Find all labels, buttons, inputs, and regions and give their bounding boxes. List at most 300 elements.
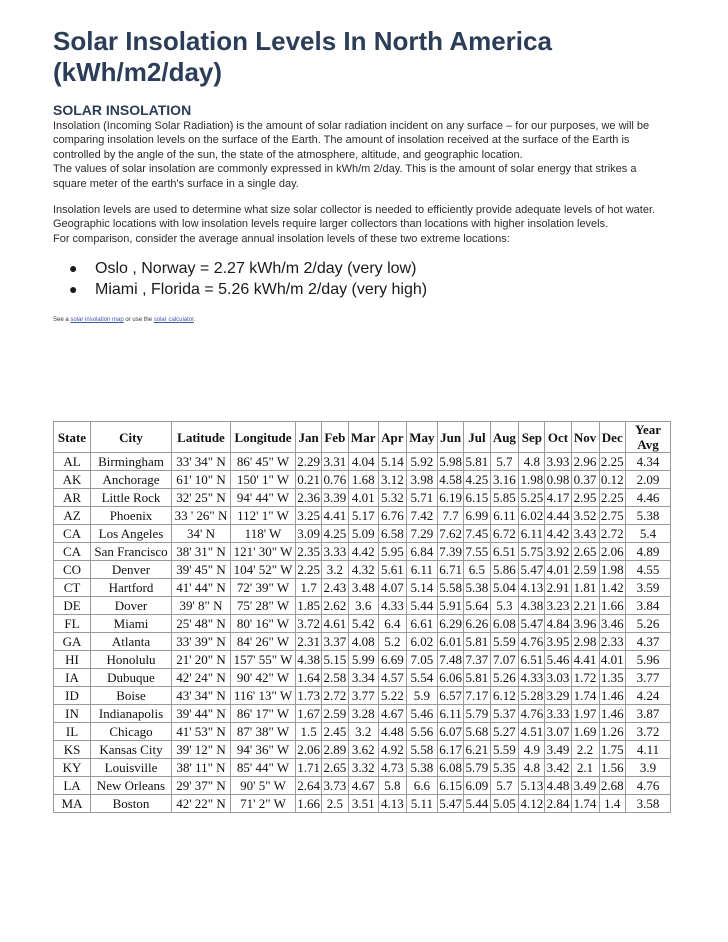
cell-apr: 6.76 (378, 507, 406, 525)
cell-jul: 7.17 (465, 688, 489, 703)
cell-apr: 4.33 (378, 597, 406, 615)
cell-may: 5.38 (406, 759, 437, 777)
cell-year-avg: 4.55 (626, 561, 671, 579)
cell-sep: 4.12 (520, 796, 544, 811)
cell-feb: 2.65 (323, 760, 347, 775)
section-heading: SOLAR INSOLATION (53, 102, 192, 118)
insolation-table (53, 421, 671, 813)
cell-state: IL (54, 723, 91, 741)
cell-aug: 6.08 (490, 615, 519, 633)
cell-year-avg: 5.4 (626, 525, 671, 543)
cell-dec: 1.98 (600, 562, 624, 577)
cell-year-avg: 3.87 (626, 705, 671, 723)
cell-latitude: 42' 24" N (172, 669, 231, 687)
note-prefix: See a (53, 317, 71, 324)
cell-feb: 3.31 (323, 454, 347, 469)
cell-may: 5.92 (406, 453, 437, 471)
cell-year-avg: 4.11 (626, 741, 671, 759)
cell-year-avg: 3.59 (626, 579, 671, 597)
cell-may: 5.9 (406, 687, 437, 705)
cell-jul: 7.37 (465, 652, 489, 667)
column-header-feb: Feb (322, 422, 348, 453)
cell-latitude: 39' 8" N (172, 597, 231, 615)
column-header-nov: Nov (571, 422, 599, 453)
cell-aug: 5.04 (490, 579, 519, 597)
cell-oct: 0.98 (546, 472, 570, 487)
document-page (53, 0, 663, 324)
cell-jul: 5.79 (465, 706, 489, 721)
cell-aug: 5.3 (490, 597, 519, 615)
cell-nov: 2.2 (571, 741, 599, 759)
cell-longitude: 121' 30" W (231, 543, 296, 561)
cell-city: Los Angeles (91, 525, 172, 543)
cell-may: 6.6 (406, 777, 437, 795)
cell-apr: 4.92 (378, 741, 406, 759)
cell-jun: 5.91 (439, 598, 463, 613)
cell-nov: 3.49 (571, 777, 599, 795)
cell-latitude: 33' 34" N (172, 453, 231, 471)
cell-oct: 4.42 (546, 526, 570, 541)
cell-dec: 2.25 (600, 454, 624, 469)
cell-apr: 4.07 (378, 579, 406, 597)
cell-city: Honolulu (91, 651, 172, 669)
cell-aug: 5.86 (490, 561, 519, 579)
cell-aug: 5.05 (490, 795, 519, 813)
cell-jun: 6.01 (439, 634, 463, 649)
cell-longitude: 84' 26" W (231, 633, 296, 651)
cell-oct: 3.29 (546, 688, 570, 703)
cell-apr: 4.57 (378, 669, 406, 687)
cell-latitude: 34' N (172, 525, 231, 543)
cell-year-avg: 3.58 (626, 795, 671, 813)
table-row (54, 723, 671, 741)
cell-jul: 6.15 (465, 490, 489, 505)
cell-aug: 5.85 (490, 489, 519, 507)
solar-calculator-link[interactable]: solar calculator (153, 317, 194, 324)
cell-jul: 6.5 (464, 561, 490, 579)
cell-mar: 3.6 (348, 597, 378, 615)
cell-jan: 2.25 (297, 562, 320, 577)
cell-nov: 2.95 (571, 489, 599, 507)
cell-oct: 4.01 (546, 562, 570, 577)
cell-city: New Orleans (91, 777, 172, 795)
cell-mar: 1.68 (348, 471, 378, 489)
note-middle: or use the (123, 317, 154, 324)
table-body (54, 453, 671, 813)
cell-state: ID (54, 687, 91, 705)
cell-dec: 2.68 (600, 778, 624, 793)
cell-may: 5.11 (406, 795, 437, 813)
table-row (54, 543, 671, 561)
cell-latitude: 32' 25" N (172, 489, 231, 507)
cell-jun: 7.7 (437, 507, 463, 525)
cell-feb: 4.25 (323, 526, 347, 541)
cell-longitude: 150' 1" W (231, 471, 296, 489)
cell-jan: 1.73 (297, 688, 320, 703)
cell-city: Phoenix (91, 507, 172, 525)
cell-longitude: 94' 36" W (231, 741, 296, 759)
cell-latitude: 42' 22" N (172, 795, 231, 813)
cell-nov: 2.98 (571, 633, 599, 651)
cell-dec: 1.46 (600, 706, 624, 721)
cell-sep: 5.47 (520, 616, 544, 631)
solar-insolation-map-link[interactable]: solar insolation map (70, 317, 124, 324)
cell-apr: 5.8 (378, 777, 406, 795)
cell-jun: 6.19 (439, 490, 463, 505)
table-row (54, 597, 671, 615)
cell-longitude: 85' 44" W (231, 759, 296, 777)
cell-longitude: 80' 16" W (231, 615, 296, 633)
cell-city: Louisville (91, 759, 172, 777)
cell-feb: 3.39 (323, 490, 347, 505)
cell-jan: 2.29 (297, 454, 320, 469)
cell-feb: 2.62 (323, 598, 347, 613)
cell-sep: 4.13 (520, 580, 544, 595)
cell-jan: 1.66 (297, 796, 320, 811)
cell-feb: 2.58 (323, 670, 347, 685)
cell-may: 5.56 (406, 723, 437, 741)
cell-apr: 4.48 (378, 723, 406, 741)
cell-latitude: 61' 10" N (172, 471, 231, 489)
cell-state: FL (54, 615, 91, 633)
cell-oct: 3.23 (546, 598, 570, 613)
cell-sep: 4.76 (520, 706, 544, 721)
cell-city: Little Rock (91, 489, 172, 507)
table-row (54, 507, 671, 525)
cell-city: Indianapolis (91, 705, 172, 723)
cell-sep: 5.25 (520, 490, 544, 505)
cell-jan: 2.35 (297, 544, 320, 559)
cell-nov: 1.97 (571, 705, 599, 723)
list-item (69, 279, 663, 300)
bullet-icon: ● (69, 281, 78, 298)
table-row (54, 471, 671, 489)
cell-nov: 1.72 (571, 669, 599, 687)
cell-oct: 3.92 (546, 544, 570, 559)
cell-aug: 5.35 (490, 759, 519, 777)
column-header-latitude: Latitude (172, 422, 231, 453)
cell-sep: 5.47 (520, 562, 544, 577)
reference-note (53, 316, 663, 324)
cell-dec: 1.66 (600, 598, 624, 613)
cell-feb: 3.2 (322, 561, 348, 579)
cell-mar: 4.67 (348, 777, 378, 795)
cell-city: Boston (91, 795, 172, 813)
cell-longitude: 112' 1" W (231, 507, 296, 525)
cell-year-avg: 4.46 (626, 489, 671, 507)
cell-aug: 6.12 (490, 687, 519, 705)
cell-longitude: 86' 17" W (231, 705, 296, 723)
cell-jan: 1.71 (297, 760, 320, 775)
cell-sep: 6.11 (520, 526, 543, 541)
column-header-oct: Oct (545, 422, 571, 453)
cell-latitude: 39' 44" N (172, 705, 231, 723)
cell-year-avg: 4.34 (626, 453, 671, 471)
cell-year-avg: 4.24 (626, 687, 671, 705)
column-header-longitude: Longitude (231, 422, 296, 453)
cell-year-avg: 3.9 (626, 759, 671, 777)
column-header-mar: Mar (348, 422, 378, 453)
cell-oct: 3.95 (546, 634, 570, 649)
cell-aug: 3.16 (490, 471, 519, 489)
cell-state: AR (54, 489, 91, 507)
cell-apr: 5.32 (378, 489, 406, 507)
cell-nov: 2.96 (571, 453, 599, 471)
cell-longitude: 71' 2" W (231, 795, 296, 813)
column-header-aug: Aug (490, 422, 519, 453)
cell-jul: 5.81 (465, 670, 489, 685)
table-row (54, 615, 671, 633)
cell-mar: 3.48 (348, 579, 378, 597)
cell-jan: 0.21 (297, 472, 320, 487)
cell-state: IN (54, 705, 91, 723)
cell-nov: 0.37 (571, 471, 599, 489)
cell-state: LA (54, 777, 91, 795)
cell-dec: 2.33 (600, 634, 624, 649)
cell-sep: 4.8 (519, 759, 545, 777)
cell-oct: 4.84 (546, 616, 570, 631)
cell-oct: 4.17 (546, 490, 570, 505)
cell-feb: 2.72 (323, 688, 347, 703)
cell-mar: 4.08 (348, 633, 378, 651)
cell-feb: 2.5 (322, 795, 348, 813)
cell-latitude: 41' 53" N (172, 723, 231, 741)
cell-state: KY (54, 759, 91, 777)
cell-dec: 2.06 (600, 544, 624, 559)
cell-dec: 1.46 (600, 688, 624, 703)
cell-aug: 5.7 (490, 453, 519, 471)
cell-state: DE (54, 597, 91, 615)
table-row (54, 759, 671, 777)
cell-year-avg: 3.77 (626, 669, 671, 687)
table-row (54, 525, 671, 543)
cell-aug: 5.7 (490, 777, 519, 795)
paragraph-collector-size: Insolation levels are used to determine what size solar collector is needed to efficiently provide adequate levels of hot water. Geographic locations with low insolation levels require larger collectors than locations with higher insolation levels. (53, 204, 656, 231)
cell-may: 5.58 (406, 741, 437, 759)
cell-city: Hartford (91, 579, 172, 597)
cell-may: 7.29 (406, 525, 437, 543)
cell-mar: 5.17 (348, 507, 378, 525)
extreme-locations-list (53, 258, 663, 300)
cell-longitude: 116' 13" W (231, 687, 296, 705)
cell-longitude: 86' 45" W (231, 453, 296, 471)
cell-longitude: 118' W (231, 525, 296, 543)
cell-jul: 6.99 (465, 508, 489, 523)
cell-jan: 3.09 (297, 526, 320, 541)
cell-city: Dubuque (91, 669, 172, 687)
cell-mar: 5.99 (348, 651, 378, 669)
cell-jan: 1.67 (297, 706, 320, 721)
cell-year-avg: 3.72 (626, 723, 671, 741)
cell-jul: 6.26 (465, 616, 489, 631)
table-row (54, 777, 671, 795)
cell-may: 5.54 (406, 669, 437, 687)
cell-jun: 6.11 (437, 705, 463, 723)
page-title: Solar Insolation Levels In North America (kWh/m2/day) (53, 26, 552, 87)
cell-may: 5.71 (406, 489, 437, 507)
cell-apr: 3.12 (378, 471, 406, 489)
cell-dec: 2.75 (600, 508, 624, 523)
cell-latitude: 21' 20" N (172, 651, 231, 669)
cell-mar: 3.32 (348, 759, 378, 777)
cell-dec: 1.35 (600, 670, 624, 685)
cell-aug: 5.37 (490, 705, 519, 723)
cell-may: 6.02 (406, 633, 437, 651)
column-header-jul: Jul (464, 422, 490, 453)
cell-aug: 7.07 (490, 651, 519, 669)
cell-jan: 1.7 (296, 579, 322, 597)
cell-latitude: 29' 37" N (172, 777, 231, 795)
cell-state: CO (54, 561, 91, 579)
cell-jun: 5.47 (439, 796, 463, 811)
table-row (54, 705, 671, 723)
cell-feb: 5.15 (323, 652, 347, 667)
cell-state: CA (54, 525, 91, 543)
paragraph-units: The values of solar insolation are commonly expressed in kWh/m 2/day. This is the amount of solar energy that strikes a square meter of the earth's surface in a single day. (53, 163, 637, 190)
cell-sep: 4.33 (520, 670, 544, 685)
cell-dec: 1.4 (599, 795, 625, 813)
paragraph-insolation-definition: Insolation (Incoming Solar Radiation) is the amount of solar radiation incident on any surface – for our purposes, we will be comparing insolation levels on the surface of the Earth. The amount of insolation received at the surface of the Earth is controlled by the angle of the sun, the state of the atmosphere, altitude, and geographic location. (53, 120, 650, 161)
cell-sep: 5.28 (520, 688, 544, 703)
cell-apr: 5.2 (378, 633, 406, 651)
column-header-dec: Dec (599, 422, 625, 453)
cell-feb: 2.59 (323, 706, 347, 721)
cell-mar: 3.2 (348, 723, 378, 741)
cell-oct: 4.48 (546, 778, 570, 793)
cell-year-avg: 4.89 (626, 543, 671, 561)
cell-jul: 6.09 (465, 778, 489, 793)
cell-jan: 1.85 (297, 598, 320, 613)
cell-state: MA (54, 795, 91, 813)
cell-dec: 4.01 (600, 652, 624, 667)
cell-oct: 3.93 (546, 454, 570, 469)
table-row (54, 453, 671, 471)
cell-state: CA (54, 543, 91, 561)
cell-oct: 3.33 (546, 706, 570, 721)
cell-nov: 1.69 (571, 723, 599, 741)
cell-jan: 3.72 (297, 616, 320, 631)
cell-apr: 5.61 (378, 561, 406, 579)
cell-oct: 2.84 (546, 796, 570, 811)
cell-jul: 5.38 (465, 580, 489, 595)
cell-latitude: 41' 44" N (172, 579, 231, 597)
cell-latitude: 39' 12" N (172, 741, 231, 759)
cell-jul: 7.45 (465, 526, 489, 541)
cell-longitude: 72' 39" W (231, 579, 296, 597)
cell-state: AK (54, 471, 91, 489)
table-row (54, 741, 671, 759)
cell-jun: 6.71 (439, 562, 463, 577)
column-header-apr: Apr (378, 422, 406, 453)
cell-city: San Francisco (91, 543, 172, 561)
cell-longitude: 75' 28" W (231, 597, 296, 615)
cell-longitude: 87' 38" W (231, 723, 296, 741)
cell-may: 7.42 (406, 507, 437, 525)
cell-jun: 5.58 (439, 580, 463, 595)
cell-longitude: 157' 55" W (231, 651, 296, 669)
cell-apr: 4.13 (378, 795, 406, 813)
table-row (54, 633, 671, 651)
cell-dec: 1.26 (600, 724, 624, 739)
column-header-city: City (91, 422, 172, 453)
cell-mar: 3.34 (348, 669, 378, 687)
table-row (54, 579, 671, 597)
cell-state: AZ (54, 507, 91, 525)
cell-state: IA (54, 669, 91, 687)
cell-mar: 3.51 (348, 795, 378, 813)
cell-sep: 5.13 (520, 778, 544, 793)
cell-aug: 6.11 (490, 507, 519, 525)
cell-state: GA (54, 633, 91, 651)
cell-jan: 3.25 (297, 508, 320, 523)
cell-mar: 4.42 (348, 543, 378, 561)
cell-may: 6.11 (406, 561, 437, 579)
cell-dec: 1.75 (600, 742, 624, 757)
cell-state: KS (54, 741, 91, 759)
cell-mar: 4.01 (348, 489, 378, 507)
cell-may: 3.98 (406, 471, 437, 489)
cell-sep: 1.98 (520, 472, 544, 487)
cell-dec: 1.42 (600, 580, 624, 595)
column-header-state: State (54, 422, 91, 453)
cell-nov: 1.74 (571, 795, 599, 813)
cell-sep: 5.75 (520, 544, 544, 559)
cell-jan: 2.36 (297, 490, 320, 505)
cell-aug: 6.72 (490, 525, 519, 543)
cell-city: Birmingham (91, 453, 172, 471)
cell-year-avg: 5.38 (626, 507, 671, 525)
cell-dec: 1.56 (600, 760, 624, 775)
cell-jun: 7.62 (439, 526, 463, 541)
cell-jan: 2.31 (297, 634, 320, 649)
cell-year-avg: 5.96 (626, 651, 671, 669)
cell-nov: 3.52 (571, 507, 599, 525)
cell-dec: 3.46 (600, 616, 624, 631)
cell-feb: 2.43 (323, 580, 347, 595)
cell-nov: 1.81 (571, 579, 599, 597)
cell-may: 6.61 (406, 615, 437, 633)
cell-feb: 2.89 (323, 742, 347, 757)
cell-jun: 7.39 (439, 544, 463, 559)
cell-nov: 2.1 (571, 759, 599, 777)
cell-oct: 3.42 (546, 760, 570, 775)
cell-latitude: 25' 48" N (172, 615, 231, 633)
bullet-icon: ● (69, 260, 78, 277)
cell-feb: 4.41 (323, 508, 347, 523)
cell-city: Denver (91, 561, 172, 579)
paragraph-comparison: For comparison, consider the average annual insolation levels of these two extreme locations: (53, 232, 510, 245)
cell-mar: 4.04 (348, 453, 378, 471)
cell-jun: 6.06 (439, 670, 463, 685)
cell-jul: 6.21 (465, 742, 489, 757)
cell-oct: 2.91 (546, 580, 570, 595)
cell-oct: 3.49 (546, 742, 570, 757)
cell-jan: 4.38 (297, 652, 320, 667)
cell-aug: 6.51 (490, 543, 519, 561)
cell-feb: 0.76 (323, 472, 347, 487)
cell-nov: 2.65 (571, 543, 599, 561)
cell-may: 5.14 (406, 579, 437, 597)
cell-latitude: 38' 11" N (172, 759, 231, 777)
cell-apr: 4.67 (378, 705, 406, 723)
cell-oct: 4.44 (546, 508, 570, 523)
cell-jun: 6.17 (439, 742, 463, 757)
cell-jul: 5.81 (465, 634, 489, 649)
table-row (54, 687, 671, 705)
cell-aug: 5.59 (490, 741, 519, 759)
cell-sep: 4.51 (520, 724, 544, 739)
cell-state: AL (54, 453, 91, 471)
